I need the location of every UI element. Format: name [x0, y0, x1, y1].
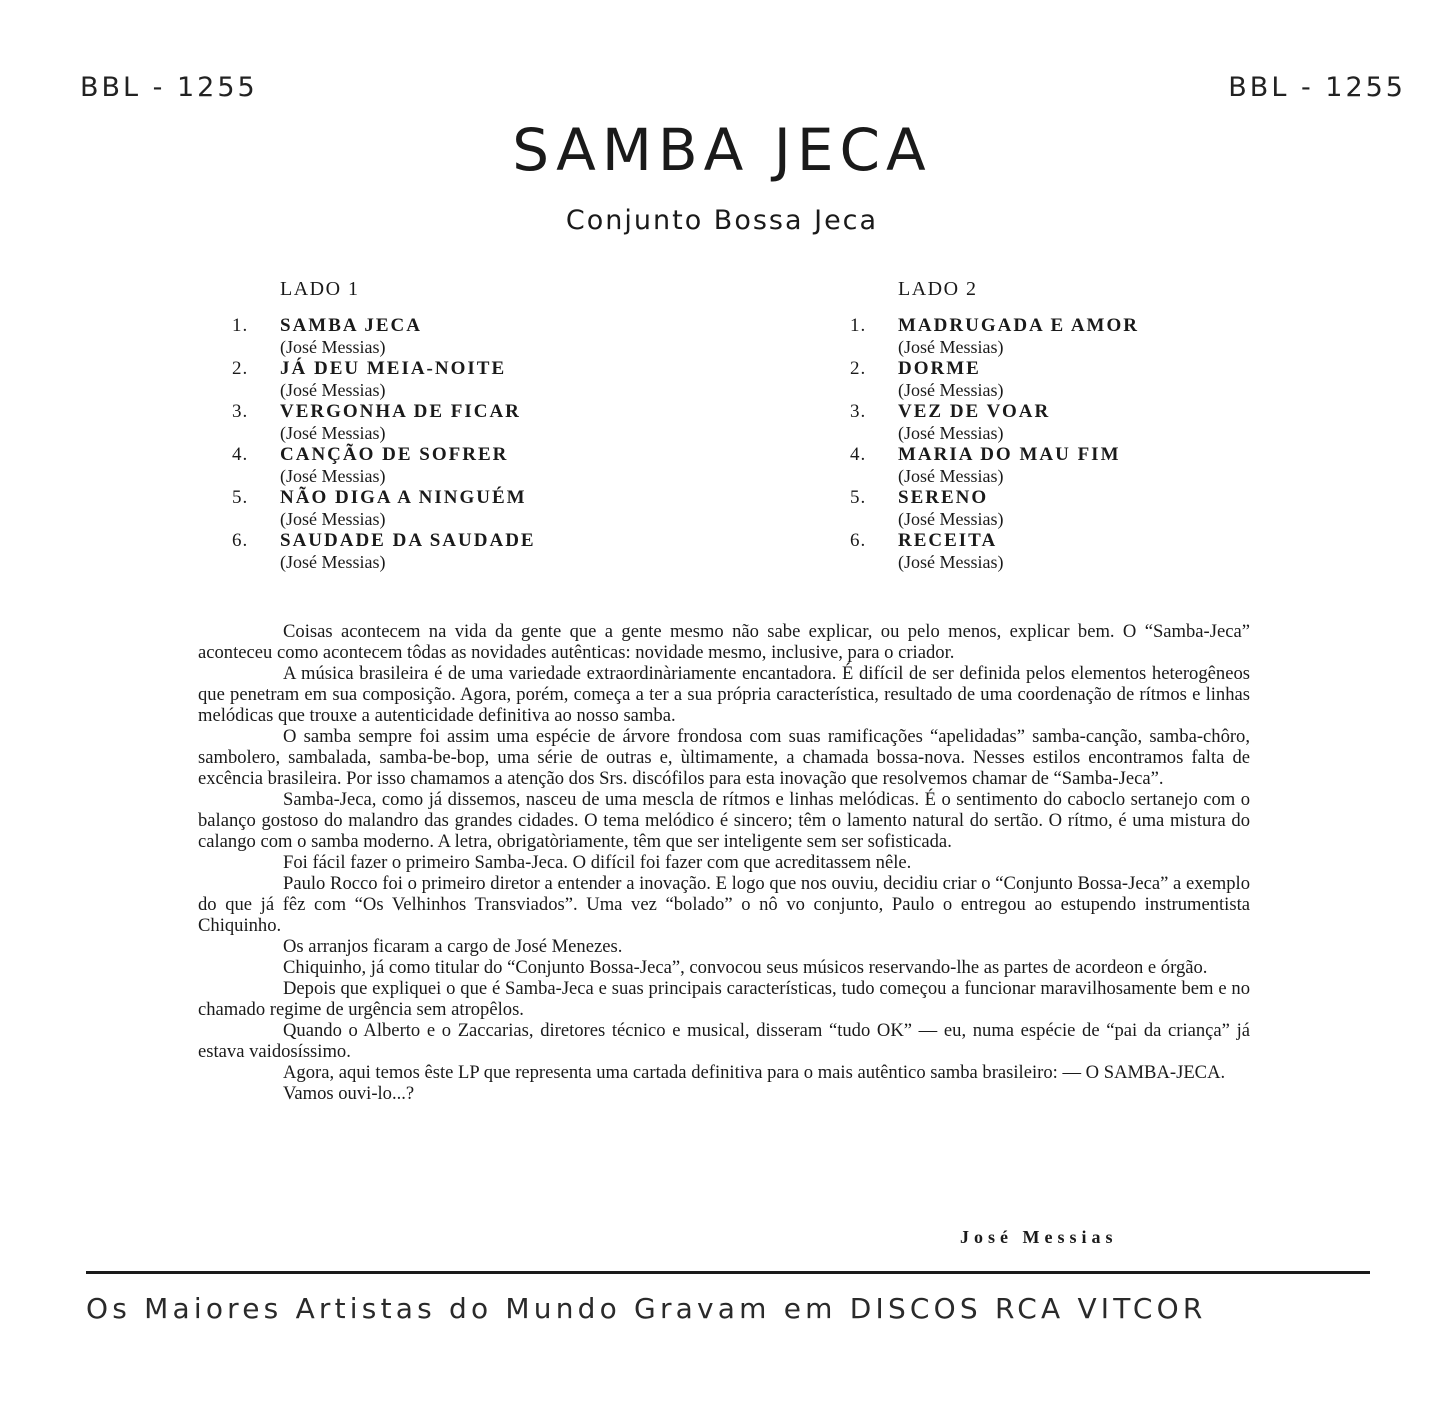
track-item — [232, 487, 712, 530]
track-item — [850, 487, 1330, 530]
liner-notes-paragraph: Chiquinho, já como titular do “Conjunto Bossa-Jeca”, convocou seus músicos reservando-lhe as partes de acordeon e órgão. — [283, 957, 1208, 978]
footer-divider — [86, 1271, 1370, 1274]
catalog-number-right: BBL - 1255 — [1228, 72, 1406, 103]
track-title: JÁ DEU MEIA-NOITE — [280, 358, 507, 379]
track-title: MADRUGADA E AMOR — [898, 315, 1139, 336]
footer-tagline: Os Maiores Artistas do Mundo Gravam em DISCOS RCA VITCOR — [86, 1292, 1207, 1325]
track-composer: (José Messias) — [898, 508, 1004, 529]
track-number: 6. — [232, 530, 249, 551]
catalog-number-left: BBL - 1255 — [80, 72, 258, 103]
track-number: 5. — [850, 487, 867, 508]
track-composer: (José Messias) — [280, 551, 386, 572]
liner-notes-paragraph: Quando o Alberto e o Zaccarias, diretores técnico e musical, disseram “tudo OK” — eu, numa espécie de “pai da criança” já estava vaidosíssimo. — [198, 1020, 1250, 1062]
track-number: 3. — [850, 401, 867, 422]
track-composer: (José Messias) — [280, 508, 386, 529]
track-number: 1. — [850, 315, 867, 336]
liner-notes-paragraph: Depois que expliquei o que é Samba-Jeca e suas principais características, tudo começou a funcionar maravilhosamente bem e no chamado regime de urgência sem atropêlos. — [198, 978, 1250, 1020]
liner-notes-paragraph: Vamos ouvi-lo...? — [283, 1083, 415, 1104]
track-composer: (José Messias) — [898, 336, 1004, 357]
liner-notes-paragraph: Os arranjos ficaram a cargo de José Menezes. — [283, 936, 623, 957]
track-number: 2. — [850, 358, 867, 379]
track-number: 1. — [232, 315, 249, 336]
track-number: 6. — [850, 530, 867, 551]
artist-name: Conjunto Bossa Jeca — [565, 205, 879, 236]
track-item — [850, 530, 1330, 573]
side-2-tracklist — [850, 278, 1330, 573]
track-title: SERENO — [898, 487, 989, 508]
liner-notes-paragraph: Paulo Rocco foi o primeiro diretor a entender a inovação. E logo que nos ouviu, decidiu criar o “Conjunto Bossa-Jeca” a exemplo do que já fêz com “Os Velhinhos Transviados”. Uma vez “bolado” o nô vo conjunto, Paulo o entregou ao estupendo instrumentista Chiquinho. — [198, 873, 1250, 936]
liner-notes-paragraph: Coisas acontecem na vida da gente que a gente mesmo não sabe explicar, ou pelo menos, explicar bem. O “Samba-Jeca” aconteceu como acontecem tôdas as novidades autênticas: novidade mesmo, inclusive, para o criador. — [198, 621, 1250, 663]
track-item — [232, 530, 712, 573]
liner-notes-paragraph: Foi fácil fazer o primeiro Samba-Jeca. O difícil foi fazer com que acreditassem nêle. — [283, 852, 912, 873]
author-signature: José Messias — [960, 1227, 1118, 1247]
track-number: 4. — [232, 444, 249, 465]
track-number: 3. — [232, 401, 249, 422]
track-item — [850, 358, 1330, 401]
album-title: SAMBA JECA — [512, 116, 932, 184]
track-title: MARIA DO MAU FIM — [898, 444, 1121, 465]
track-title: VERGONHA DE FICAR — [280, 401, 521, 422]
track-title: NÃO DIGA A NINGUÉM — [280, 487, 527, 508]
side-1-heading: LADO 1 — [280, 278, 360, 300]
track-number: 4. — [850, 444, 867, 465]
track-item — [232, 315, 712, 358]
track-composer: (José Messias) — [280, 465, 386, 486]
liner-notes-paragraph: Samba-Jeca, como já dissemos, nasceu de uma mescla de rítmos e linhas melódicas. É o sentimento do caboclo sertanejo com o balanço gostoso do malandro das grandes cidades. O tema melódico é sincero; têm o lamento natural do sertão. O rítmo, é uma mistura do calango com o samba moderno. A letra, obrigatòriamente, têm que ser inteligente sem ser sofisticada. — [198, 789, 1250, 852]
track-title: SAMBA JECA — [280, 315, 422, 336]
liner-notes — [198, 621, 1250, 1104]
track-item — [850, 315, 1330, 358]
track-composer: (José Messias) — [898, 551, 1004, 572]
track-title: SAUDADE DA SAUDADE — [280, 530, 536, 551]
track-title: VEZ DE VOAR — [898, 401, 1051, 422]
track-number: 2. — [232, 358, 249, 379]
track-item — [232, 444, 712, 487]
side-2-heading: LADO 2 — [898, 278, 978, 300]
track-number: 5. — [232, 487, 249, 508]
track-composer: (José Messias) — [280, 422, 386, 443]
track-item — [850, 444, 1330, 487]
track-title: DORME — [898, 358, 981, 379]
liner-notes-paragraph: O samba sempre foi assim uma espécie de árvore frondosa com suas ramificações “apelidadas” samba-canção, samba-chôro, sambolero, sambalada, samba-be-bop, uma série de outras e, ùltimamente, a chamada bossa-nova. Nesses estilos encontramos falta de excência brasileira. Por isso chamamos a atenção dos Srs. discófilos para esta inovação que resolvemos chamar de “Samba-Jeca”. — [198, 726, 1250, 789]
liner-notes-paragraph: Agora, aqui temos êste LP que representa uma cartada definitiva para o mais autêntico samba brasileiro: — O SAMBA-JECA. — [283, 1062, 1226, 1083]
track-title: RECEITA — [898, 530, 998, 551]
track-title: CANÇÃO DE SOFRER — [280, 444, 509, 465]
track-item — [232, 358, 712, 401]
track-composer: (José Messias) — [898, 465, 1004, 486]
track-composer: (José Messias) — [898, 379, 1004, 400]
track-composer: (José Messias) — [280, 379, 386, 400]
track-composer: (José Messias) — [280, 336, 386, 357]
track-item — [232, 401, 712, 444]
track-composer: (José Messias) — [898, 422, 1004, 443]
track-item — [850, 401, 1330, 444]
liner-notes-paragraph: A música brasileira é de uma variedade extraordinàriamente encantadora. É difícil de ser definida pelos elementos heterogêneos que penetram em sua composição. Agora, porém, começa a ter a sua própria característica, resultado de uma coordenação de rítmos e linhas melódicas que trouxe a autenticidade definitiva ao nosso samba. — [198, 663, 1250, 726]
side-1-tracklist — [232, 278, 712, 573]
